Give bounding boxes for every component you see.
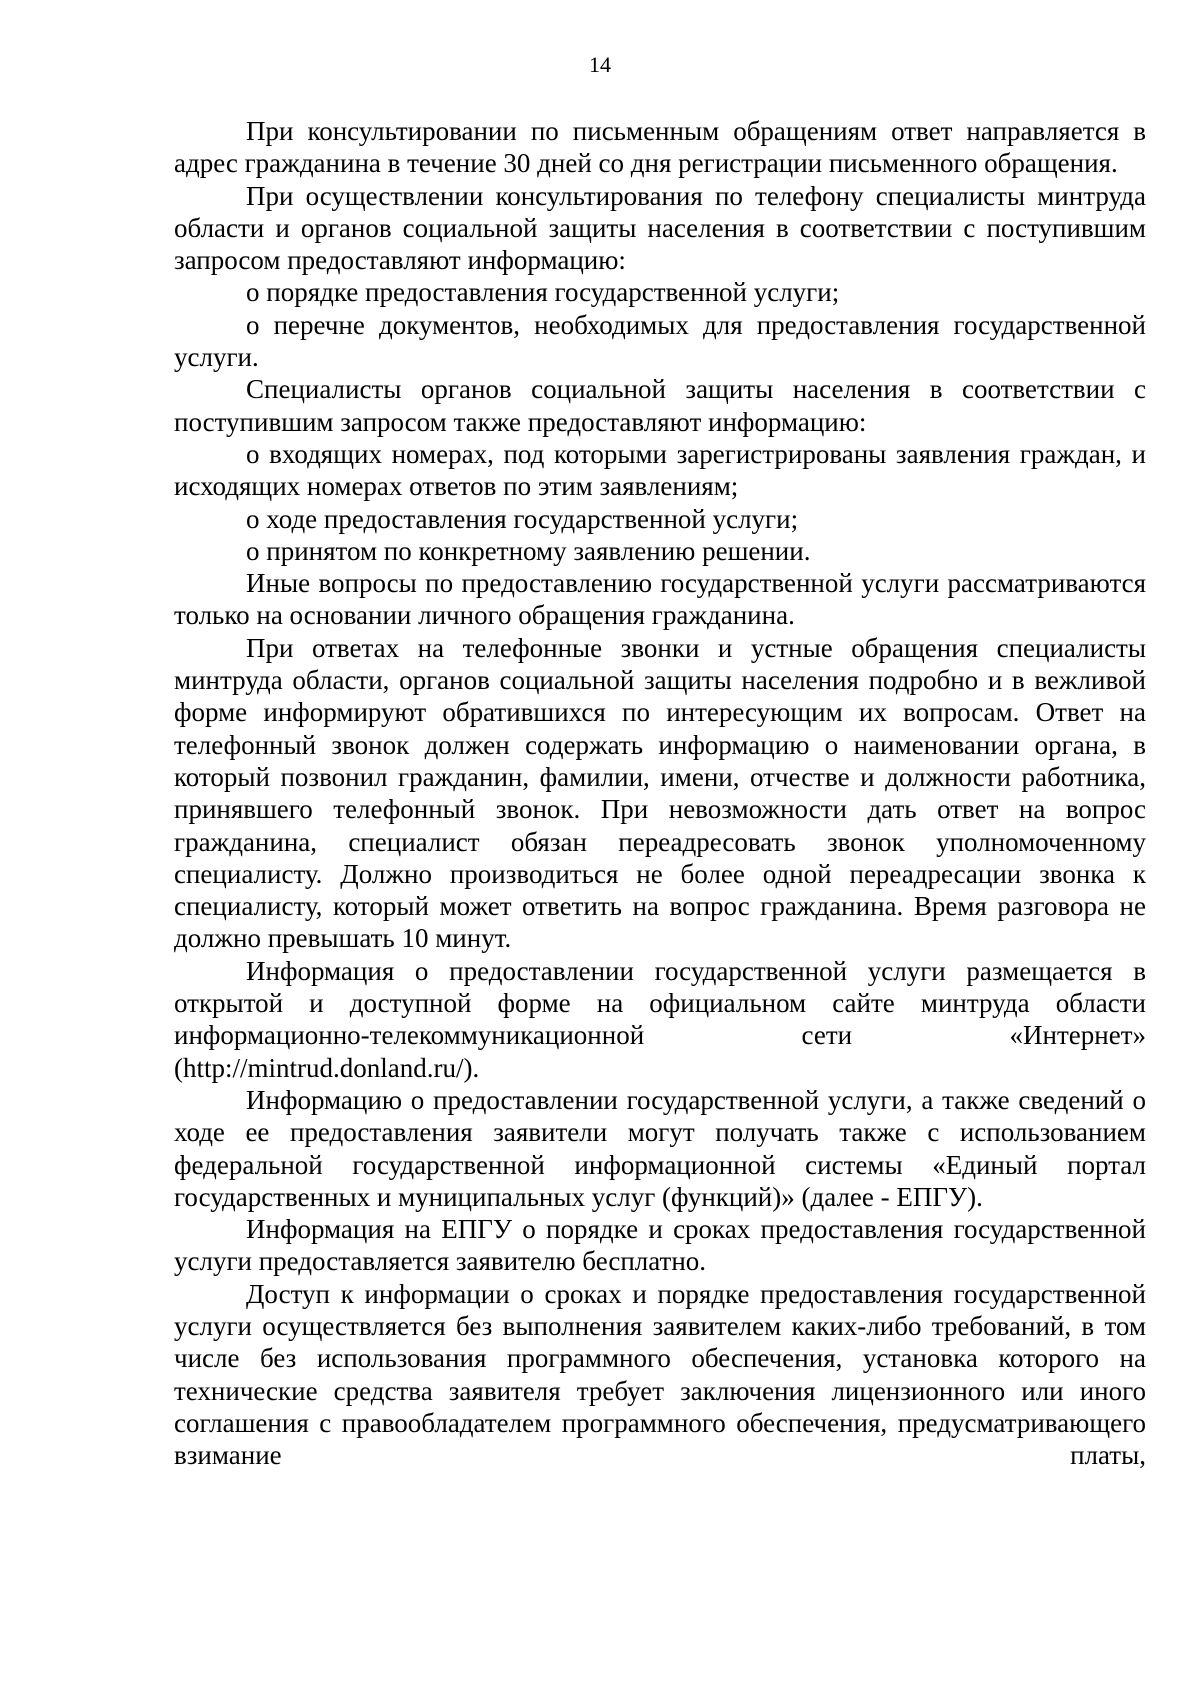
paragraph-epgu-free: Информация на ЕПГУ о порядке и сроках предоставления государственной услуги предоставляется заявителю бесплатно. bbox=[174, 1214, 1146, 1277]
paragraph-other-questions: Иные вопросы по предоставлению государственной услуги рассматриваются только на основании личного обращения гражданина. bbox=[174, 568, 1146, 631]
document-body bbox=[174, 115, 1146, 1471]
paragraph-info-decision: о принятом по конкретному заявлению решении. bbox=[246, 535, 811, 566]
paragraph-written-consultation: При консультировании по письменным обращениям ответ направляется в адрес гражданина в течение 30 дней со дня регистрации письменного обращения. bbox=[174, 116, 1146, 179]
paragraph-access-info: Доступ к информации о сроках и порядке предоставления государственной услуги осуществляется без выполнения заявителем каких-либо требований, в том числе без использования программного обеспечения, установка которого на технические средства заявителя требует заключения лицензионного или иного соглашения с правообладателем программного обеспечения, предусматривающего взимание платы, bbox=[174, 1278, 1146, 1471]
paragraph-specialists-info: Специалисты органов социальной защиты населения в соответствии с поступившим запросом также предоставляют информацию: bbox=[174, 374, 1146, 437]
paragraph-info-procedure: о порядке предоставления государственной услуги; bbox=[246, 277, 840, 308]
paragraph-info-documents: о перечне документов, необходимых для предоставления государственной услуги. bbox=[174, 309, 1146, 373]
page-number: 14 bbox=[589, 52, 611, 77]
paragraph-website-info: Информация о предоставлении государственной услуги размещается в открытой и доступной форме на официальном сайте минтруда области информационно-телекоммуникационной сети «Интернет» (http://mintrud.donland.ru/). bbox=[174, 955, 1146, 1083]
paragraph-epgu-info: Информацию о предоставлении государственной услуги, а также сведений о ходе ее предоставления заявители могут получать также с использованием федеральной государственной информационной системы «Единый портал государственных и муниципальных услуг (функций)» (далее - ЕПГУ). bbox=[174, 1084, 1146, 1212]
paragraph-info-numbers: о входящих номерах, под которыми зарегистрированы заявления граждан, и исходящих номерах ответов по этим заявлениям; bbox=[174, 438, 1146, 502]
paragraph-phone-consultation: При осуществлении консультирования по телефону специалисты минтруда области и органов социальной защиты населения в соответствии с поступившим запросом предоставляют информацию: bbox=[174, 180, 1146, 276]
paragraph-phone-calls: При ответах на телефонные звонки и устные обращения специалисты минтруда области, органов социальной защиты населения подробно и в вежливой форме информируют обратившихся по интересующим их вопросам. Ответ на телефонный звонок должен содержать информацию о наименовании органа, в который позвонил гражданин, фамилии, имени, отчестве и должности работника, принявшего телефонный звонок. При невозможности дать ответ на вопрос гражданина, специалист обязан переадресовать звонок уполномоченному специалисту. Должно производиться не более одной переадресации звонка к специалисту, который может ответить на вопрос гражданина. Время разговора не должно превышать 10 минут. bbox=[174, 632, 1146, 954]
paragraph-info-progress: о ходе предоставления государственной услуги; bbox=[246, 503, 799, 534]
